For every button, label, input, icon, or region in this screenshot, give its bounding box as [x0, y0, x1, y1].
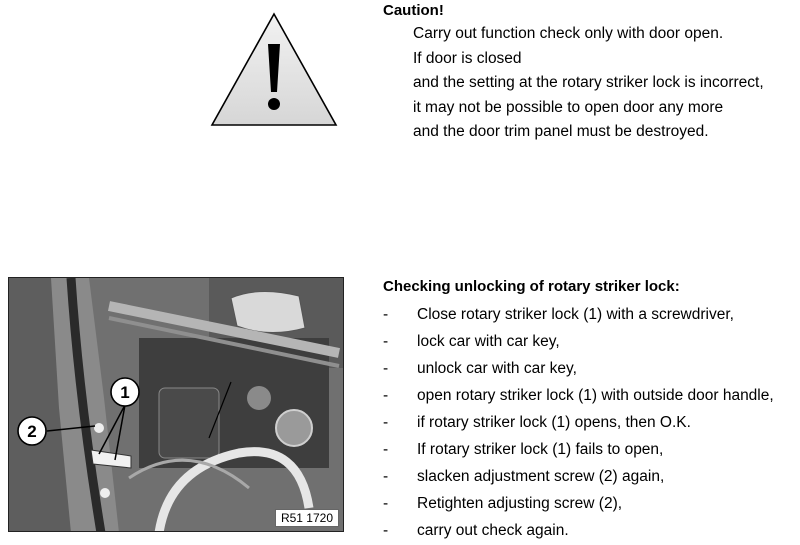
step-text: open rotary striker lock (1) with outside door handle,	[417, 387, 774, 404]
caution-line: If door is closed	[413, 49, 522, 67]
procedure-step	[383, 436, 800, 463]
svg-text:2: 2	[27, 422, 37, 441]
bullet-dash: -	[383, 387, 389, 404]
step-text: Retighten adjusting screw (2),	[417, 495, 623, 512]
procedure-step	[383, 517, 800, 544]
step-text: carry out check again.	[417, 522, 569, 539]
step-text: If rotary striker lock (1) fails to open,	[417, 441, 664, 458]
callout-2	[18, 417, 46, 445]
step-text: unlock car with car key,	[417, 360, 577, 377]
step-text: slacken adjustment screw (2) again,	[417, 468, 665, 485]
procedure-step	[383, 355, 800, 382]
caution-line: and the setting at the rotary striker lock is incorrect,	[413, 74, 764, 91]
procedure-block	[383, 277, 800, 544]
step-text: if rotary striker lock (1) opens, then O.K.	[417, 414, 691, 431]
caution-title: Caution!	[383, 2, 444, 19]
procedure-step	[383, 490, 800, 517]
bullet-dash: -	[383, 522, 389, 539]
procedure-step	[383, 409, 800, 436]
procedure-step	[383, 463, 800, 490]
bullet-dash: -	[383, 333, 389, 350]
step-text: Close rotary striker lock (1) with a screwdriver,	[417, 306, 734, 323]
procedure-step	[383, 301, 800, 328]
bullet-dash: -	[383, 414, 389, 431]
bullet-dash: -	[383, 360, 389, 377]
door-photo-illustration	[9, 278, 344, 532]
caution-line: Carry out function check only with door open.	[413, 25, 724, 42]
callout-1	[111, 378, 139, 406]
svg-text:1: 1	[120, 383, 130, 402]
caution-block	[383, 0, 798, 145]
door-interior-photo	[8, 277, 344, 532]
caution-line: and the door trim panel must be destroyed.	[413, 123, 709, 140]
bullet-dash: -	[383, 495, 389, 512]
bullet-dash: -	[383, 306, 389, 323]
photo-reference-label: R51 1720	[275, 509, 339, 527]
step-text: lock car with car key,	[417, 333, 560, 350]
warning-triangle-icon	[210, 12, 338, 128]
caution-line: it may not be possible to open door any more	[413, 98, 724, 116]
procedure-title: Checking unlocking of rotary striker lock:	[383, 278, 680, 295]
procedure-step	[383, 328, 800, 355]
bullet-dash: -	[383, 468, 389, 485]
bullet-dash: -	[383, 441, 389, 458]
procedure-step	[383, 382, 800, 409]
